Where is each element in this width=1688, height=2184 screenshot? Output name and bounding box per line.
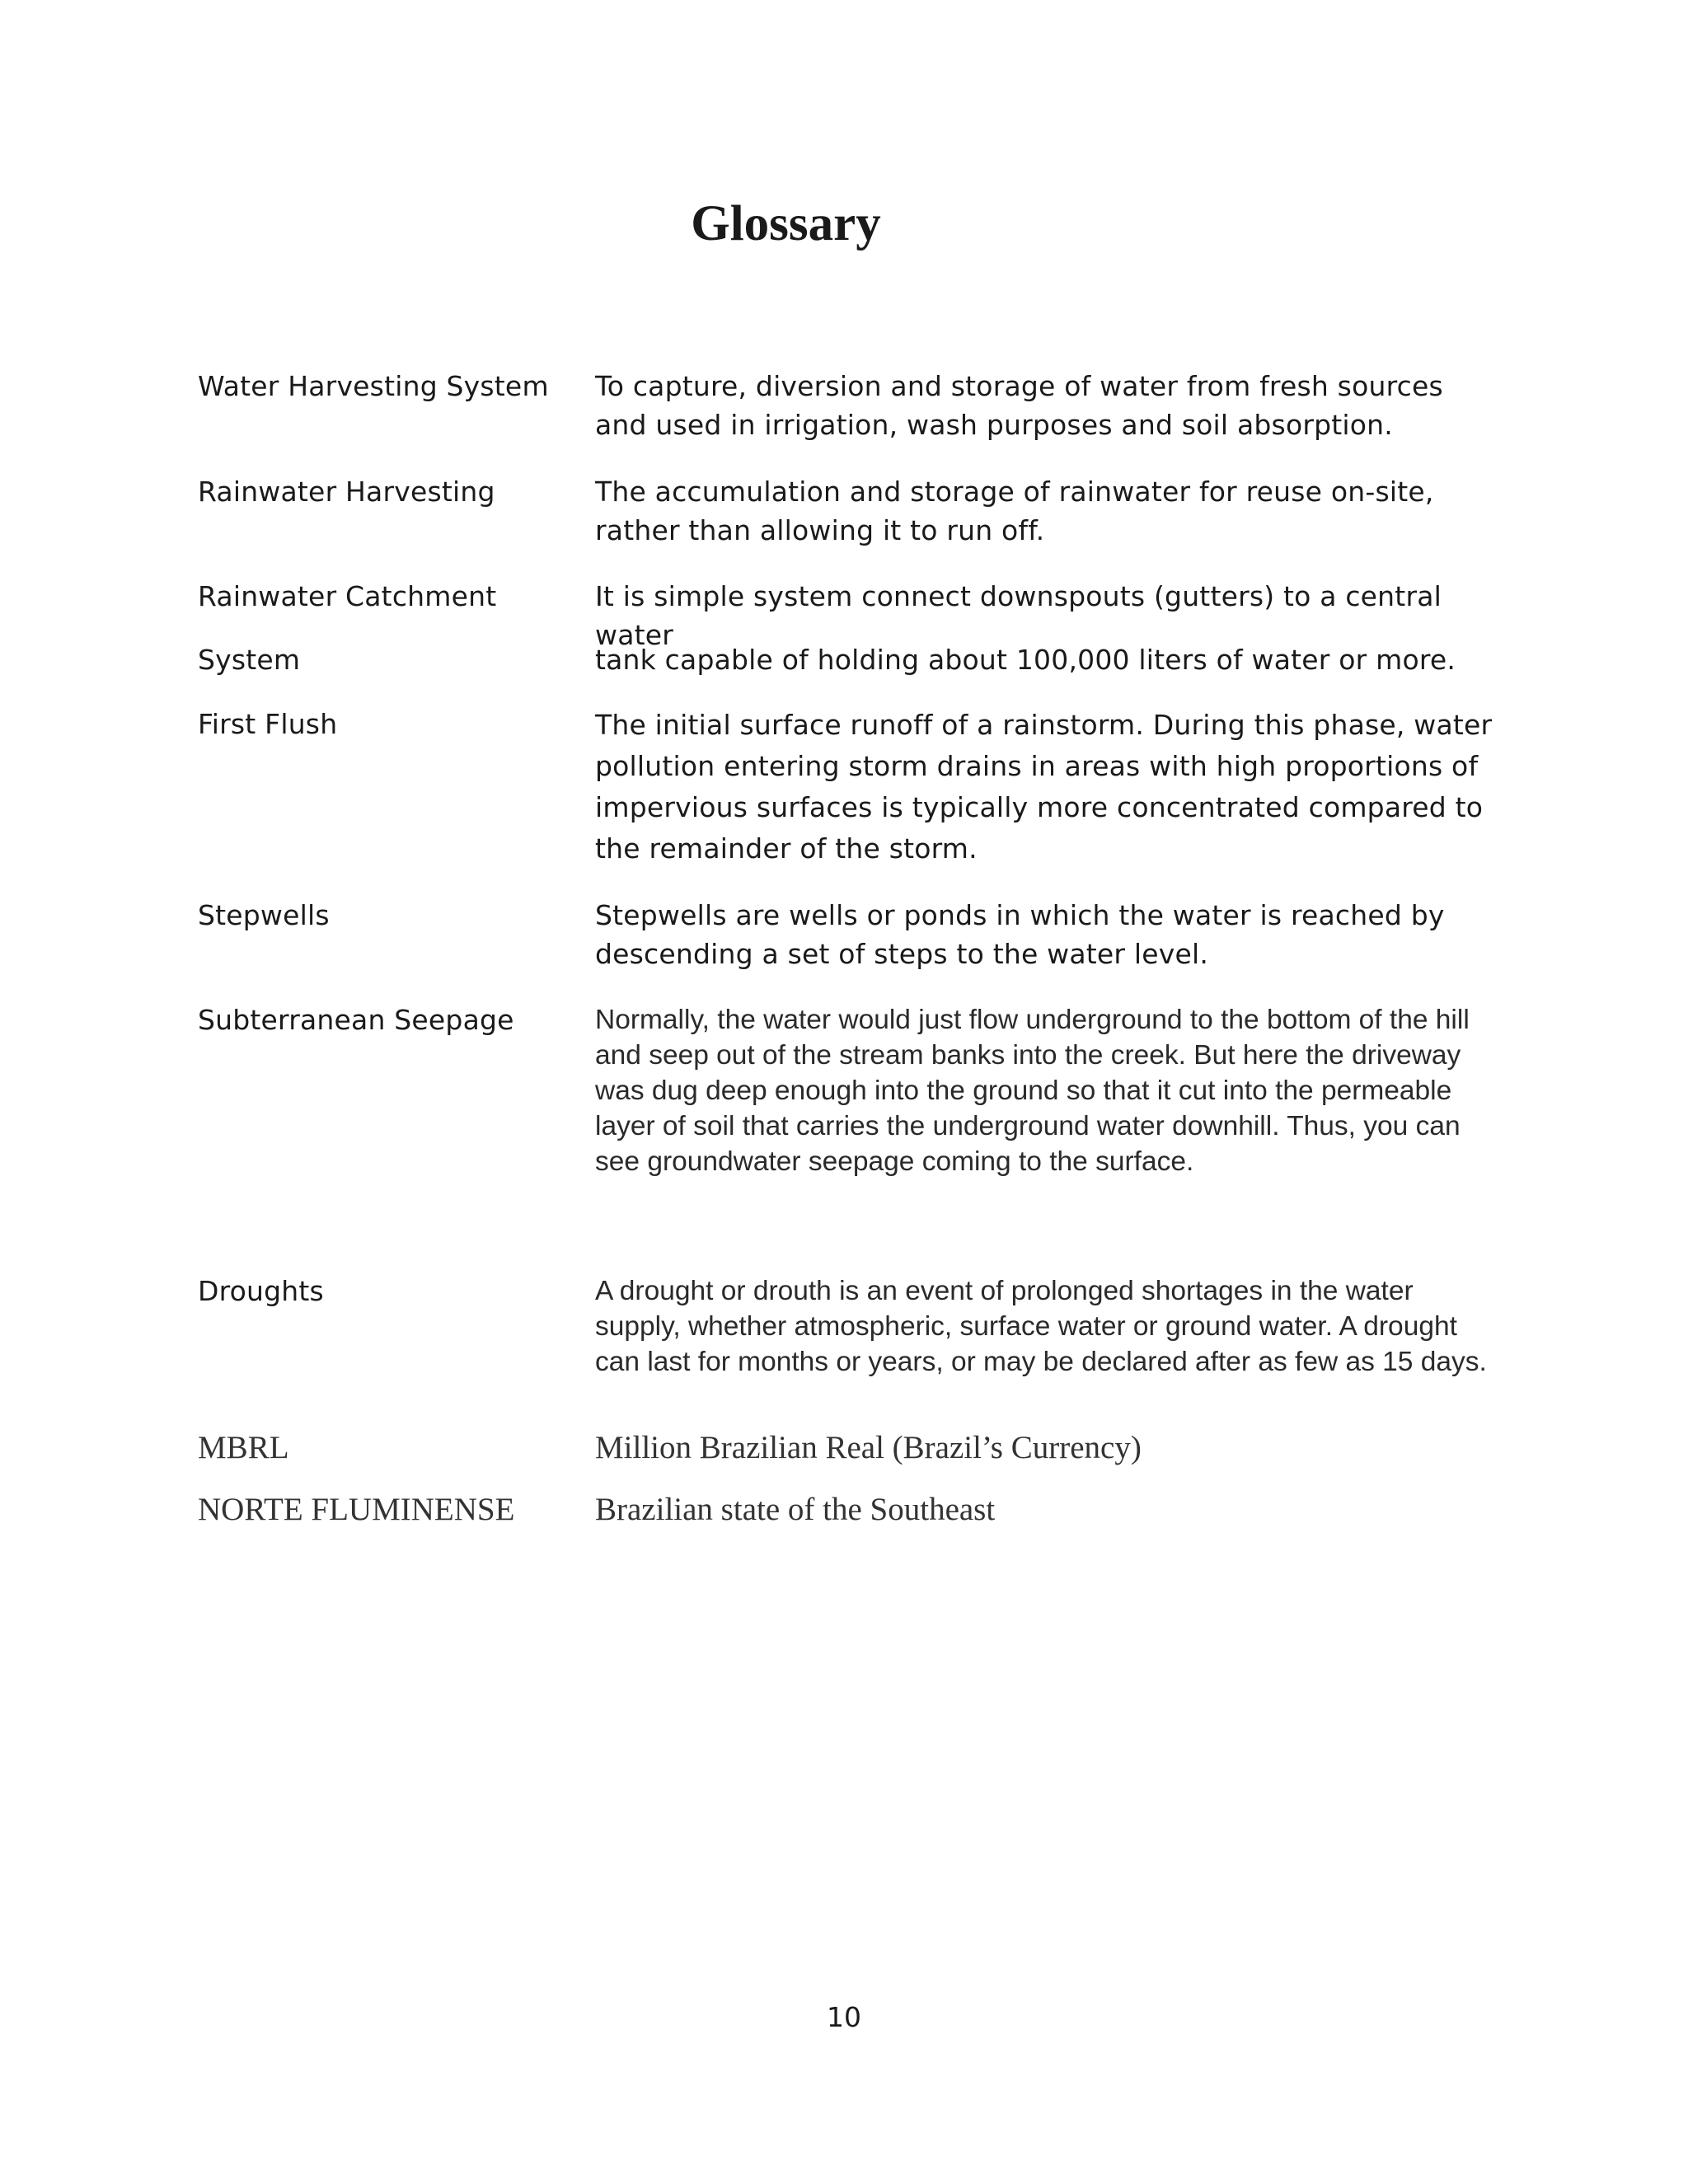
glossary-definition: Million Brazilian Real (Brazil’s Currency) bbox=[595, 1430, 1142, 1465]
glossary-term: First Flush bbox=[198, 708, 338, 740]
glossary-definition: The initial surface runoff of a rainstorm. During this phase, water pollution entering storm drains in areas with high proportions of impervious surfaces is typically more concentrated compared to the remainder of the storm. bbox=[595, 709, 1493, 865]
glossary-definition: To capture, diversion and storage of water from fresh sources and used in irrigation, wash purposes and soil absorption. bbox=[595, 370, 1443, 441]
glossary-definition: A drought or drouth is an event of prolonged shortages in the water supply, whether atmospheric, surface water or ground water. A drought can last for months or years, or may be declared after as few as 15 days. bbox=[595, 1276, 1487, 1377]
glossary-term: MBRL bbox=[198, 1430, 289, 1465]
glossary-term: Rainwater Catchment bbox=[198, 580, 497, 612]
glossary-term: NORTE FLUMINENSE bbox=[198, 1492, 515, 1527]
glossary-definition: It is simple system connect downspouts (gutters) to a central water bbox=[595, 580, 1442, 651]
page-title: Glossary bbox=[691, 196, 881, 251]
glossary-definition: Normally, the water would just flow underground to the bottom of the hill and seep out of the stream banks into the creek. But here the driveway was dug deep enough into the ground so that it cut into the permeable layer of soil that carries the underground water downhill. Thus, you can see groundwater seepage coming to the surface. bbox=[595, 1005, 1470, 1177]
glossary-definition-continued: tank capable of holding about 100,000 liters of water or more. bbox=[595, 644, 1456, 676]
glossary-term-continued: System bbox=[198, 644, 301, 676]
glossary-definition: The accumulation and storage of rainwater for reuse on-site, rather than allowing it to run off. bbox=[595, 476, 1434, 546]
glossary-term: Rainwater Harvesting bbox=[198, 476, 495, 508]
glossary-definition: Brazilian state of the Southeast bbox=[595, 1492, 996, 1527]
glossary-term: Droughts bbox=[198, 1275, 324, 1307]
glossary-term: Subterranean Seepage bbox=[198, 1004, 514, 1036]
glossary-term: Water Harvesting System bbox=[198, 370, 549, 402]
glossary-term: Stepwells bbox=[198, 899, 330, 931]
page-number: 10 bbox=[827, 2001, 861, 2033]
glossary-definition: Stepwells are wells or ponds in which the water is reached by descending a set of steps to the water level. bbox=[595, 899, 1445, 970]
